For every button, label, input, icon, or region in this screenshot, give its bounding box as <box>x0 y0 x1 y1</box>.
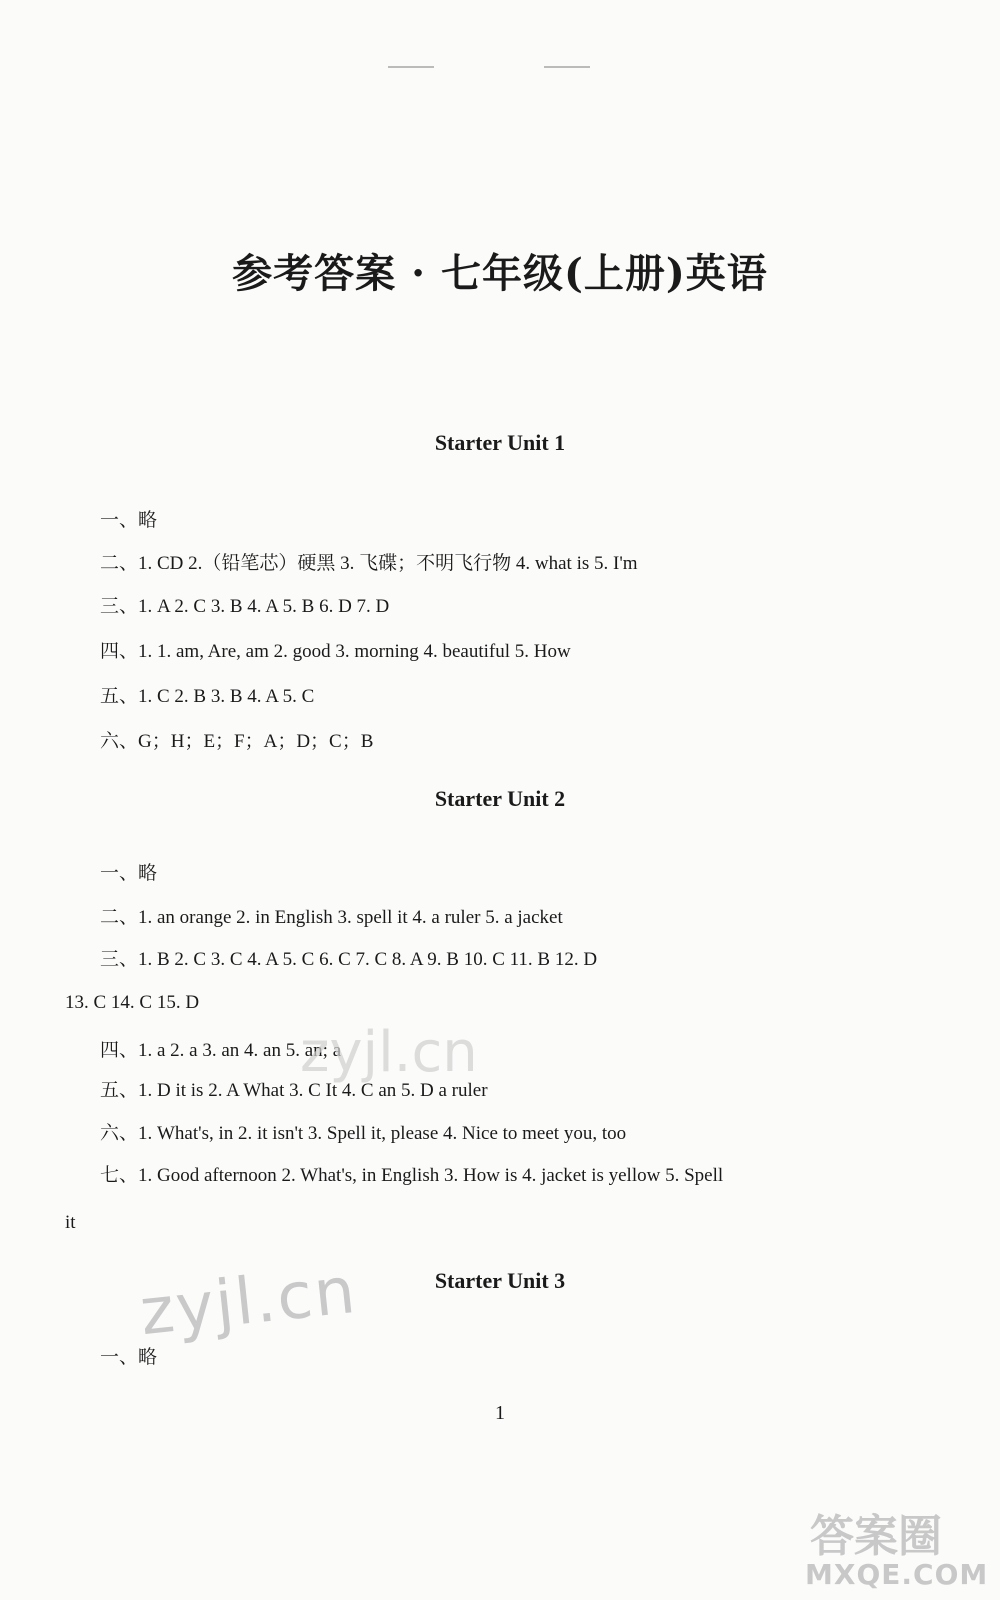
unit-heading-1: Starter Unit 1 <box>434 430 566 455</box>
top-rule-left <box>388 66 434 68</box>
answer-line: 六、1. What's, in 2. it isn't 3. Spell it, please 4. Nice to meet you, too <box>100 1123 627 1144</box>
answer-line: 五、1. D it is 2. A What 3. C It 4. C an 5. D a ruler <box>100 1080 488 1101</box>
answer-line: 一、略 <box>100 1347 158 1368</box>
watermark: zyjl.cn <box>136 1253 361 1351</box>
answer-line-wrap: 13. C 14. C 15. D <box>65 992 200 1013</box>
page-title: 参考答案 · 七年级(上册)英语 <box>232 250 768 297</box>
answer-line: 二、1. CD 2.（铅笔芯）硬黑 3. 飞碟；不明飞行物 4. what is 5. I'm <box>100 553 638 574</box>
answer-line: 二、1. an orange 2. in English 3. spell it 4. a ruler 5. a jacket <box>100 907 563 928</box>
answer-line: 六、G；H；E；F；A；D；C；B <box>100 731 374 752</box>
page-number: 1 <box>495 1402 505 1424</box>
answer-line: 四、1. 1. am, Are, am 2. good 3. morning 4. beautiful 5. How <box>100 641 571 662</box>
unit-heading-3: Starter Unit 3 <box>434 1268 566 1293</box>
answer-line: 一、略 <box>100 863 158 884</box>
site-logo <box>800 1500 989 1595</box>
answer-line: 五、1. C 2. B 3. B 4. A 5. C <box>100 686 315 707</box>
answer-line: 三、1. B 2. C 3. C 4. A 5. C 6. C 7. C 8. A 9. B 10. C 11. B 12. D <box>100 949 598 970</box>
answer-line: 一、略 <box>100 510 158 531</box>
answer-line: 四、1. a 2. a 3. an 4. an 5. an; a <box>100 1040 342 1061</box>
unit-heading-2: Starter Unit 2 <box>434 786 566 811</box>
answer-line: 三、1. A 2. C 3. B 4. A 5. B 6. D 7. D <box>100 596 390 617</box>
answer-line: 七、1. Good afternoon 2. What's, in English 3. How is 4. jacket is yellow 5. Spell <box>100 1165 724 1186</box>
logo-text: 答案圈 <box>810 1511 942 1562</box>
top-rule-right <box>544 66 590 68</box>
logo-domain: MXQE.COM <box>805 1558 989 1591</box>
answer-line-wrap: it <box>65 1212 76 1233</box>
watermark-center: zyjl.cn <box>300 1020 478 1085</box>
